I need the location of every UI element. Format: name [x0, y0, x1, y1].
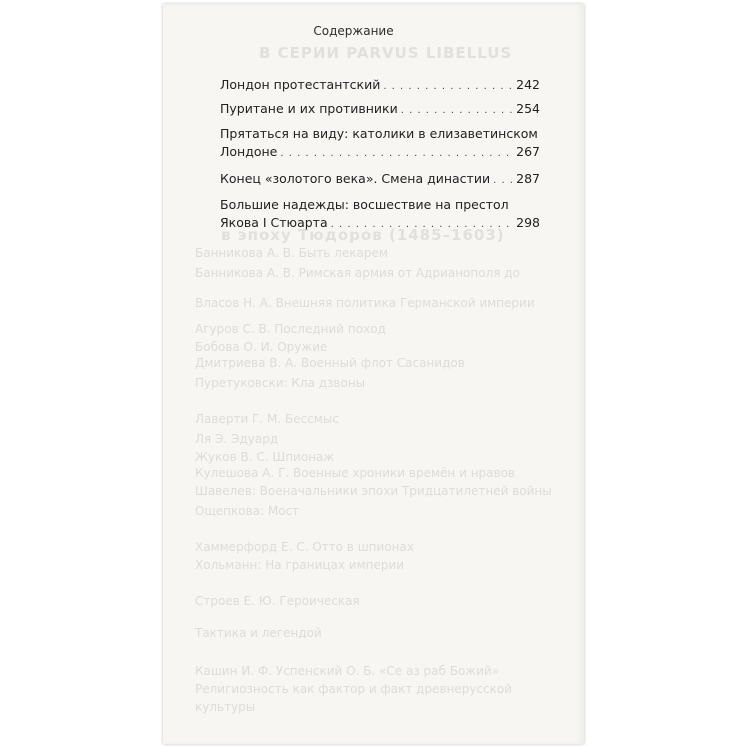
ghost-series-heading: В СЕРИИ PARVUS LIBELLUS [259, 44, 513, 62]
ghost-line: Власов Н. А. Внешняя политика Германской империи [195, 296, 535, 310]
ghost-line: Хольманн: На границах империи [195, 558, 405, 572]
ghost-line: Кулешова А. Г. Военные хроники времён и нравов [195, 466, 515, 480]
toc-page-number: 267 [516, 144, 540, 159]
toc-entry-title: Лондон протестантский [220, 77, 381, 92]
toc-entry [220, 100, 540, 120]
toc-entry-title: Прятаться на виду: католики в елизаветинском [220, 126, 538, 141]
ghost-line: Ля Э. Эдуард [195, 432, 279, 446]
toc-entry-title: Пуритане и их противники [220, 101, 398, 116]
contents-heading: Содержание [313, 24, 394, 38]
ghost-line: в эпоху Тюдоров (1485–1603) [221, 226, 505, 244]
toc-page-number: 242 [516, 77, 540, 92]
ghost-line: Банникова А. В. Быть лекарем [195, 246, 388, 260]
ghost-line: Религиозность как фактор и факт древнерусской [195, 682, 513, 696]
toc-page-number: 254 [516, 101, 540, 116]
ghost-line: Шавелев: Военачальники эпохи Тридцатилетней войны [195, 484, 552, 498]
toc-entry-title-continued: Лондоне [220, 144, 278, 159]
dot-leader [331, 216, 514, 234]
ghost-line: Хаммерфорд Е. С. Отто в шпионах [195, 540, 414, 554]
toc-entry [220, 125, 540, 163]
toc-entry-title: Конец «золотого века». Смена династии [220, 171, 491, 186]
toc-page-number: 298 [516, 215, 540, 230]
ghost-line: Дмитриева В. А. Военный флот Сасанидов [195, 356, 465, 370]
dot-leader [401, 102, 513, 120]
ghost-line: Ощепкова: Мост [195, 504, 300, 518]
toc-entry-title-continued: Якова I Стюарта [220, 215, 328, 230]
ghost-line: Строев Е. Ю. Героическая [195, 594, 360, 608]
ghost-line: Тактика и легендой [195, 626, 322, 640]
ghost-line: Агуров С. В. Последний поход [195, 322, 386, 336]
toc-entry [220, 170, 540, 190]
toc-entry [220, 196, 540, 234]
ghost-line: Лаверти Г. М. Бессмыс [195, 412, 339, 426]
book-page [163, 4, 584, 744]
ghost-line: Бобова О. И. Оружие [195, 340, 328, 354]
toc-entry-title: Большие надежды: восшествие на престол [220, 197, 509, 212]
ghost-line: Банникова А. В. Римская армия от Адрианополя до [195, 266, 520, 280]
toc-page-number: 287 [516, 171, 540, 186]
ghost-line: Жуков В. С. Шпионаж [195, 450, 335, 464]
ghost-line: культуры [195, 700, 256, 714]
dot-leader [493, 172, 513, 190]
dot-leader [383, 78, 513, 96]
toc-entry [220, 76, 540, 96]
ghost-line: Пуретуковски: Кла дзвоны [195, 376, 366, 390]
ghost-line: Кашин И. Ф. Успенский О. Б. «Се аз раб Божий» [195, 664, 500, 678]
dot-leader [280, 145, 513, 163]
